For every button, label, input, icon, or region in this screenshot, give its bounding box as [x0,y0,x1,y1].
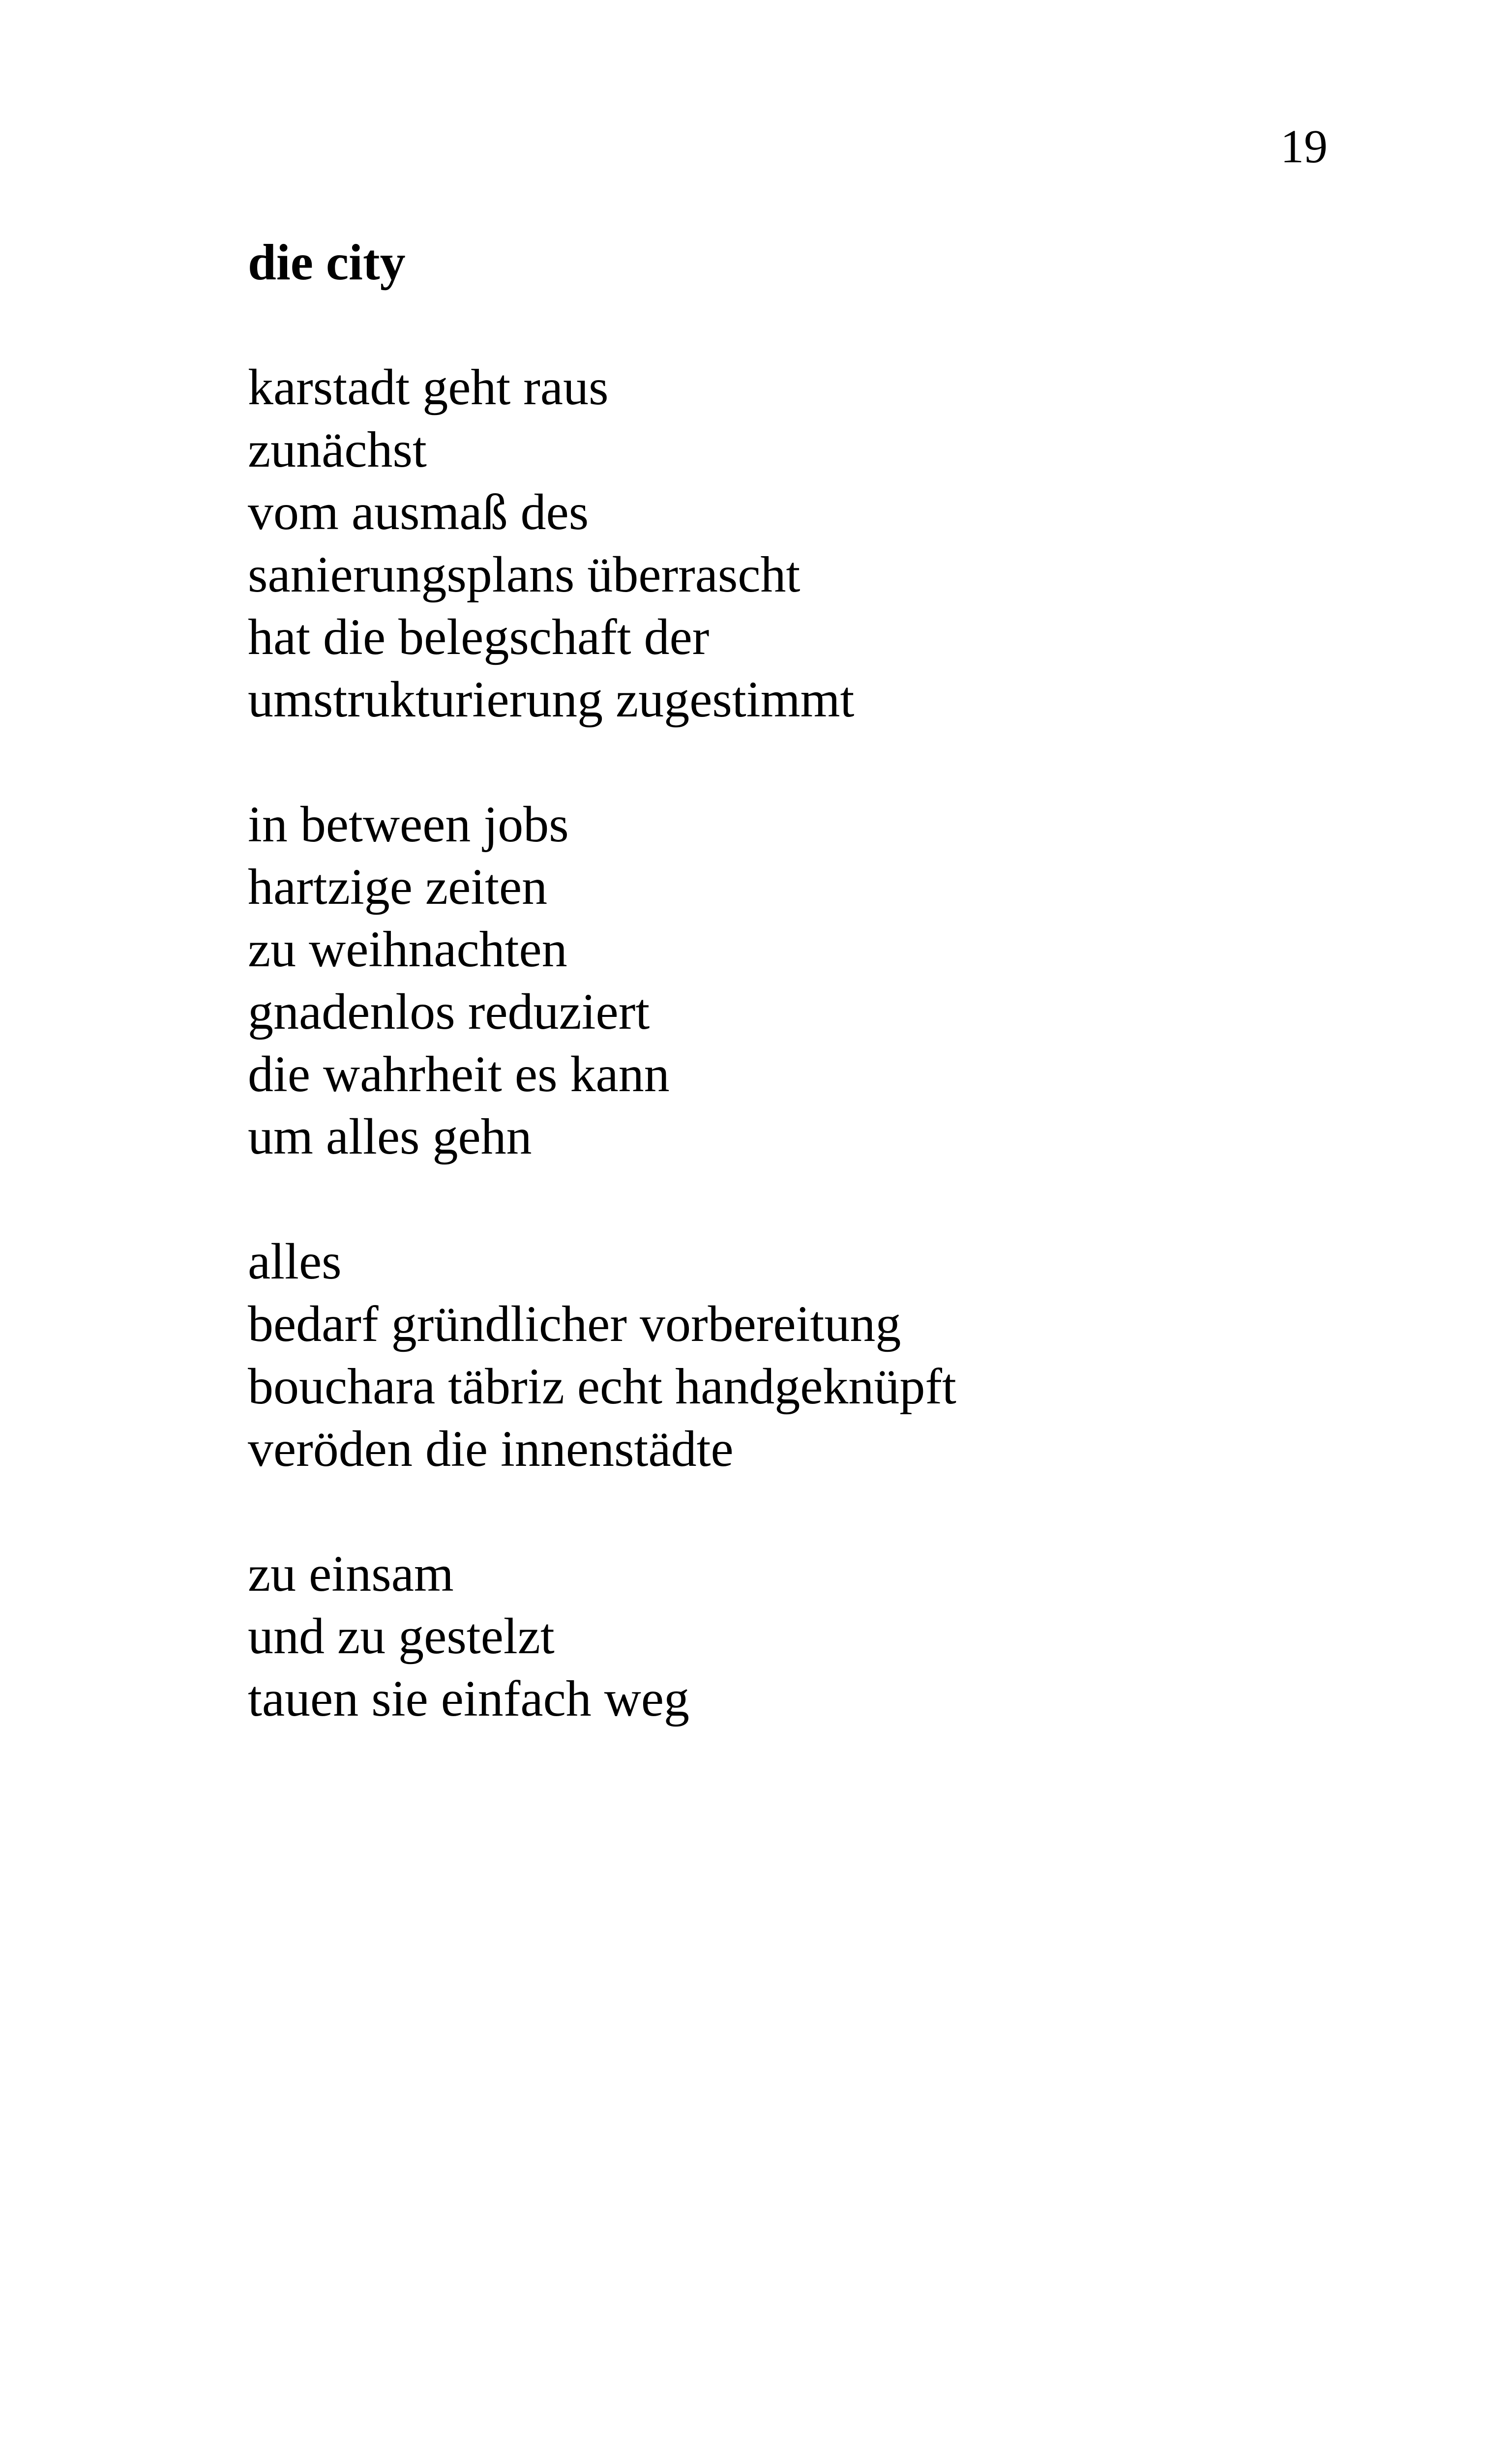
poem-line: bedarf gründlicher vorbereitung [248,1296,901,1352]
poem-line: zunächst [248,421,427,478]
stanza [248,1543,1379,1730]
poem-line: veröden die innenstädte [248,1421,734,1477]
poem [248,231,1379,1792]
stanza [248,1230,1379,1480]
poem-line: zu einsam [248,1546,454,1602]
poem-line: um alles gehn [248,1108,532,1165]
poem-line: gnadenlos reduziert [248,983,650,1040]
stanza [248,356,1379,731]
poem-line: vom ausmaß des [248,484,589,540]
poem-line: in between jobs [248,796,569,853]
poem-line: die wahrheit es kann [248,1046,670,1102]
poem-line: zu weihnachten [248,921,567,978]
poem-line: sanierungsplans überrascht [248,546,800,603]
poem-line: umstrukturierung zugestimmt [248,671,855,728]
poem-line: und zu gestelzt [248,1608,555,1665]
poem-line: hat die belegschaft der [248,609,710,665]
page-number: 19 [1280,120,1328,173]
poem-line: alles [248,1233,342,1290]
stanza [248,793,1379,1168]
poem-line: tauen sie einfach weg [248,1670,690,1727]
poem-title: die city [248,234,406,291]
poem-line: karstadt geht raus [248,359,609,416]
poem-line: hartzige zeiten [248,859,548,915]
poem-line: bouchara täbriz echt handgeknüpft [248,1358,956,1415]
